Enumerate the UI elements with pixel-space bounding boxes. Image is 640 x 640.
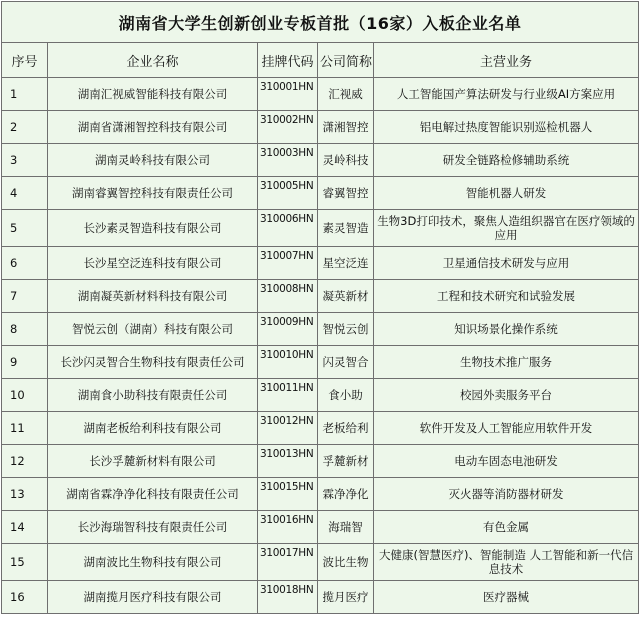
cell-company-name: 长沙闪灵智合生物科技有限责任公司	[48, 346, 258, 379]
cell-seq: 14	[2, 511, 48, 544]
table-row	[2, 379, 639, 412]
table-row	[2, 511, 639, 544]
cell-listing-code: 310003HN	[258, 144, 318, 177]
cell-listing-code: 310006HN	[258, 210, 318, 247]
cell-seq: 5	[2, 210, 48, 247]
cell-listing-code: 310005HN	[258, 177, 318, 210]
cell-seq: 16	[2, 581, 48, 614]
cell-short-name: 孚麓新材	[318, 445, 374, 478]
cell-main-business: 医疗器械	[374, 581, 639, 614]
table-row	[2, 412, 639, 445]
table-row	[2, 210, 639, 247]
table-row	[2, 478, 639, 511]
cell-main-business: 有色金属	[374, 511, 639, 544]
cell-short-name: 汇视威	[318, 78, 374, 111]
cell-main-business: 智能机器人研发	[374, 177, 639, 210]
cell-listing-code: 310011HN	[258, 379, 318, 412]
cell-company-name: 长沙海瑞智科技有限责任公司	[48, 511, 258, 544]
table-row	[2, 581, 639, 614]
header-code: 挂牌代码	[258, 43, 318, 78]
cell-listing-code: 310017HN	[258, 544, 318, 581]
cell-listing-code: 310001HN	[258, 78, 318, 111]
cell-main-business: 灭火器等消防器材研发	[374, 478, 639, 511]
header-name: 企业名称	[48, 43, 258, 78]
cell-short-name: 星空泛连	[318, 247, 374, 280]
cell-seq: 12	[2, 445, 48, 478]
cell-listing-code: 310008HN	[258, 280, 318, 313]
cell-seq: 6	[2, 247, 48, 280]
cell-seq: 2	[2, 111, 48, 144]
cell-seq: 9	[2, 346, 48, 379]
cell-main-business: 大健康(智慧医疗)、智能制造 人工智能和新一代信息技术	[374, 544, 639, 581]
cell-short-name: 波比生物	[318, 544, 374, 581]
cell-main-business: 工程和技术研究和试验发展	[374, 280, 639, 313]
listing-document	[1, 1, 638, 637]
cell-seq: 3	[2, 144, 48, 177]
cell-main-business: 研发全链路检修辅助系统	[374, 144, 639, 177]
table-row	[2, 346, 639, 379]
cell-listing-code: 310013HN	[258, 445, 318, 478]
cell-listing-code: 310018HN	[258, 581, 318, 614]
cell-company-name: 湖南睿翼智控科技有限责任公司	[48, 177, 258, 210]
cell-short-name: 睿翼智控	[318, 177, 374, 210]
cell-short-name: 老板给利	[318, 412, 374, 445]
cell-main-business: 校园外卖服务平台	[374, 379, 639, 412]
cell-seq: 4	[2, 177, 48, 210]
cell-short-name: 灵岭科技	[318, 144, 374, 177]
table-row	[2, 78, 639, 111]
cell-short-name: 智悦云创	[318, 313, 374, 346]
cell-main-business: 知识场景化操作系统	[374, 313, 639, 346]
cell-company-name: 湖南汇视威智能科技有限公司	[48, 78, 258, 111]
title-row	[2, 2, 639, 43]
cell-seq: 8	[2, 313, 48, 346]
cell-short-name: 潇湘智控	[318, 111, 374, 144]
cell-company-name: 湖南凝英新材料科技有限公司	[48, 280, 258, 313]
header-short: 公司简称	[318, 43, 374, 78]
cell-listing-code: 310010HN	[258, 346, 318, 379]
cell-company-name: 湖南省霖净净化科技有限责任公司	[48, 478, 258, 511]
cell-main-business: 软件开发及人工智能应用软件开发	[374, 412, 639, 445]
cell-company-name: 湖南揽月医疗科技有限公司	[48, 581, 258, 614]
cell-short-name: 揽月医疗	[318, 581, 374, 614]
cell-listing-code: 310007HN	[258, 247, 318, 280]
header-business: 主营业务	[374, 43, 639, 78]
cell-listing-code: 310015HN	[258, 478, 318, 511]
table-row	[2, 280, 639, 313]
cell-company-name: 湖南省潇湘智控科技有限公司	[48, 111, 258, 144]
cell-company-name: 长沙孚麓新材料有限公司	[48, 445, 258, 478]
table-row	[2, 313, 639, 346]
cell-listing-code: 310016HN	[258, 511, 318, 544]
cell-company-name: 湖南灵岭科技有限公司	[48, 144, 258, 177]
cell-short-name: 闪灵智合	[318, 346, 374, 379]
cell-seq: 11	[2, 412, 48, 445]
cell-company-name: 长沙素灵智造科技有限公司	[48, 210, 258, 247]
cell-main-business: 铝电解过热度智能识别巡检机器人	[374, 111, 639, 144]
enterprise-listing-table	[1, 1, 639, 614]
cell-main-business: 人工智能国产算法研发与行业级AI方案应用	[374, 78, 639, 111]
table-row	[2, 144, 639, 177]
cell-main-business: 电动车固态电池研发	[374, 445, 639, 478]
cell-company-name: 湖南波比生物科技有限公司	[48, 544, 258, 581]
cell-short-name: 凝英新材	[318, 280, 374, 313]
cell-short-name: 素灵智造	[318, 210, 374, 247]
cell-company-name: 智悦云创（湖南）科技有限公司	[48, 313, 258, 346]
cell-company-name: 长沙星空泛连科技有限公司	[48, 247, 258, 280]
cell-short-name: 霖净净化	[318, 478, 374, 511]
cell-seq: 10	[2, 379, 48, 412]
cell-short-name: 海瑞智	[318, 511, 374, 544]
table-row	[2, 247, 639, 280]
table-row	[2, 544, 639, 581]
table-row	[2, 111, 639, 144]
table-row	[2, 177, 639, 210]
cell-listing-code: 310009HN	[258, 313, 318, 346]
cell-main-business: 生物技术推广服务	[374, 346, 639, 379]
cell-company-name: 湖南食小助科技有限责任公司	[48, 379, 258, 412]
header-row	[2, 43, 639, 78]
cell-seq: 1	[2, 78, 48, 111]
cell-seq: 13	[2, 478, 48, 511]
cell-listing-code: 310002HN	[258, 111, 318, 144]
cell-seq: 7	[2, 280, 48, 313]
cell-short-name: 食小助	[318, 379, 374, 412]
cell-main-business: 卫星通信技术研发与应用	[374, 247, 639, 280]
cell-main-business: 生物3D打印技术，聚焦人造组织器官在医疗领域的应用	[374, 210, 639, 247]
cell-seq: 15	[2, 544, 48, 581]
cell-listing-code: 310012HN	[258, 412, 318, 445]
cell-company-name: 湖南老板给利科技有限公司	[48, 412, 258, 445]
header-seq: 序号	[2, 43, 48, 78]
table-row	[2, 445, 639, 478]
table-title: 湖南省大学生创新创业专板首批（16家）入板企业名单	[2, 2, 639, 43]
